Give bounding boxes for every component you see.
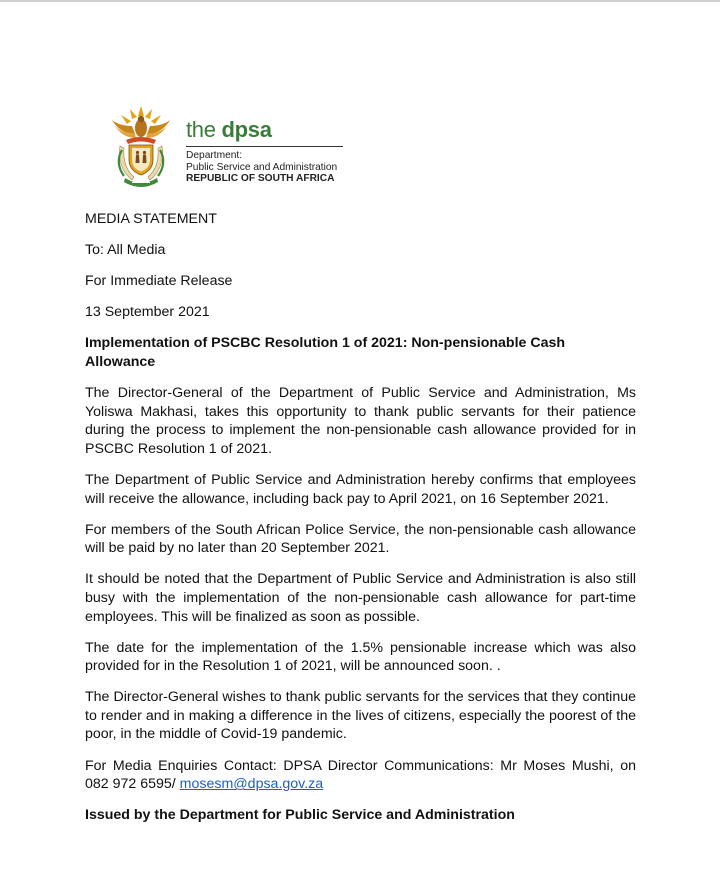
coat-of-arms-icon xyxy=(108,104,174,190)
statement-paragraph: The Director-General of the Department of Public Service and Administration, Ms Yoliswa Makhasi, takes this opportunity to thank public servants for their patience during the process to implement the non-pensionable cash allowance provided for in PSCBC Resolution 1 of 2021. xyxy=(85,385,636,457)
page-top-border xyxy=(0,0,720,2)
department-label: Department: xyxy=(186,150,243,161)
media-contact-text: For Media Enquiries Contact: DPSA Director Communications: Mr Moses Mushi, on 082 972 6595/ xyxy=(85,757,636,793)
media-statement-body xyxy=(85,210,636,837)
media-contact xyxy=(85,757,636,794)
statement-paragraph: For members of the South African Police Service, the non-pensionable cash allowance will be paid by no later than 20 September 2021. xyxy=(85,521,636,557)
statement-recipient: To: All Media xyxy=(85,242,166,259)
brand-divider xyxy=(186,146,343,147)
department-name: Public Service and Administration xyxy=(186,161,338,173)
statement-paragraph: The Director-General wishes to thank public servants for the services that they continue to render and in making a difference in the lives of citizens, especially the poorest of the poor, in the middle of Covid-19 pandemic. xyxy=(85,689,636,743)
brand-name: dpsa xyxy=(221,117,272,142)
statement-header: MEDIA STATEMENT xyxy=(85,211,217,227)
statement-paragraph: It should be noted that the Department of Public Service and Administration is also still busy with the implementation of the non-pensionable cash allowance for part-time employees. This will be finalized as soon as possible. xyxy=(85,571,636,625)
brand-wordmark xyxy=(186,118,356,142)
country-name: REPUBLIC OF SOUTH AFRICA xyxy=(186,173,335,185)
issued-by: Issued by the Department for Public Service and Administration xyxy=(85,807,515,824)
statement-title: Implementation of PSCBC Resolution 1 of 2021: Non-pensionable Cash Allowance xyxy=(85,335,566,370)
statement-paragraph: The date for the implementation of the 1.5% pensionable increase which was also provided for in the Resolution 1 of 2021, will be announced soon. . xyxy=(85,639,636,675)
letterhead-text xyxy=(186,118,356,185)
letterhead xyxy=(108,104,358,194)
statement-paragraph: The Department of Public Service and Administration hereby confirms that employees will receive the allowance, including back pay to April 2021, on 16 September 2021. xyxy=(85,471,636,507)
statement-release-type: For Immediate Release xyxy=(85,273,233,290)
brand-prefix: the xyxy=(186,117,222,142)
contact-email-link[interactable]: mosesm@dpsa.gov.za xyxy=(179,776,324,793)
statement-date: 13 September 2021 xyxy=(85,304,210,321)
